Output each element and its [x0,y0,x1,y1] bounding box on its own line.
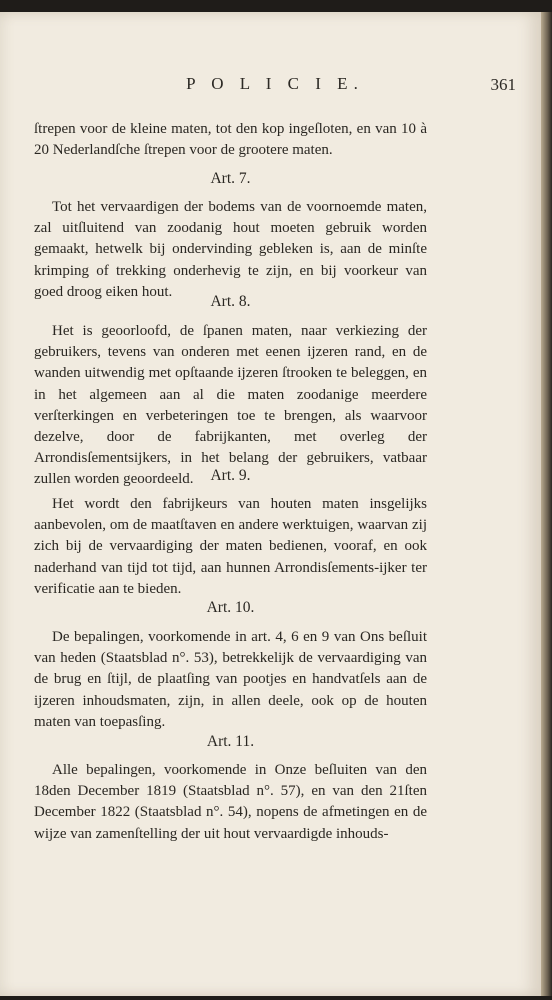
article-8-text: Het is geoorloofd, de ſpanen maten, naar verkiezing der gebruikers, tevens van onderen met eenen ijzeren rand, en de wanden uitwendig met opſtaande ijzeren ſtrooken te beleggen, en in het algemeen aan al die maten zoodanige meerdere verſterkingen en verbeteringen toe te brengen, als waarvoor dezelve, door de fabrijkanten, met overleg der Arrondisſementsijkers, in het belang der gebruikers, vatbaar zullen worden geoordeeld. [34,323,427,488]
article-heading-11: Art. 11. [206,733,255,750]
article-7-text: Tot het vervaardigen der bodems van de voornoemde maten, zal uitſluitend van zoodanig hout moeten gebruik worden gemaakt, hetwelk bij ondervinding gebleken is, aan de minſte krimping of trekking onderhevig te zijn, en bij voorkeur van goed droog eiken hout. [34,199,427,300]
running-title: P O L I C I E. [186,74,364,93]
page-number: 361 [490,75,516,94]
article-heading-9: Art. 9. [210,467,251,484]
article-11-text: Alle bepalingen, voorkomende in Onze beſluiten van den 18den December 1819 (Staatsblad n°. 57), en van den 21ſten December 1822 (Staatsblad n°. 54), nopens de afmetingen en de wijze van zamenſtelling der uit hout vervaardigde inhouds- [34,762,427,842]
running-header [34,70,516,100]
paragraph-continuation: ſtrepen voor de kleine maten, tot den kop ingeſloten, en van 10 à 20 Nederlandſche ſtrepen voor de grootere maten. [34,121,427,159]
article-heading-10: Art. 10. [206,599,255,616]
page-edge [541,12,552,996]
article-heading-7: Art. 7. [210,170,251,187]
article-10-text: De bepalingen, voorkomende in art. 4, 6 en 9 van Ons beſluit van heden (Staatsblad n°. 53), betrekkelijk de vervaardiging van de brug en ſtijl, de plaatſing van pootjes en handvatſels aan de ijzeren inhoudsmaten, zijn, in allen deele, ook op de houten maten van toepasſing. [34,629,427,730]
article-9-text: Het wordt den fabrijkeurs van houten maten insgelijks aanbevolen, om de maatſtaven en andere werktuigen, waarvan zij zich bij de vervaardiging der maten bedienen, vooraf, en ook naderhand van tijd tot tijd, aan hunnen Arrondisſements-ijker ter verificatie aan te bieden. [34,496,427,597]
article-heading-8: Art. 8. [210,293,251,310]
